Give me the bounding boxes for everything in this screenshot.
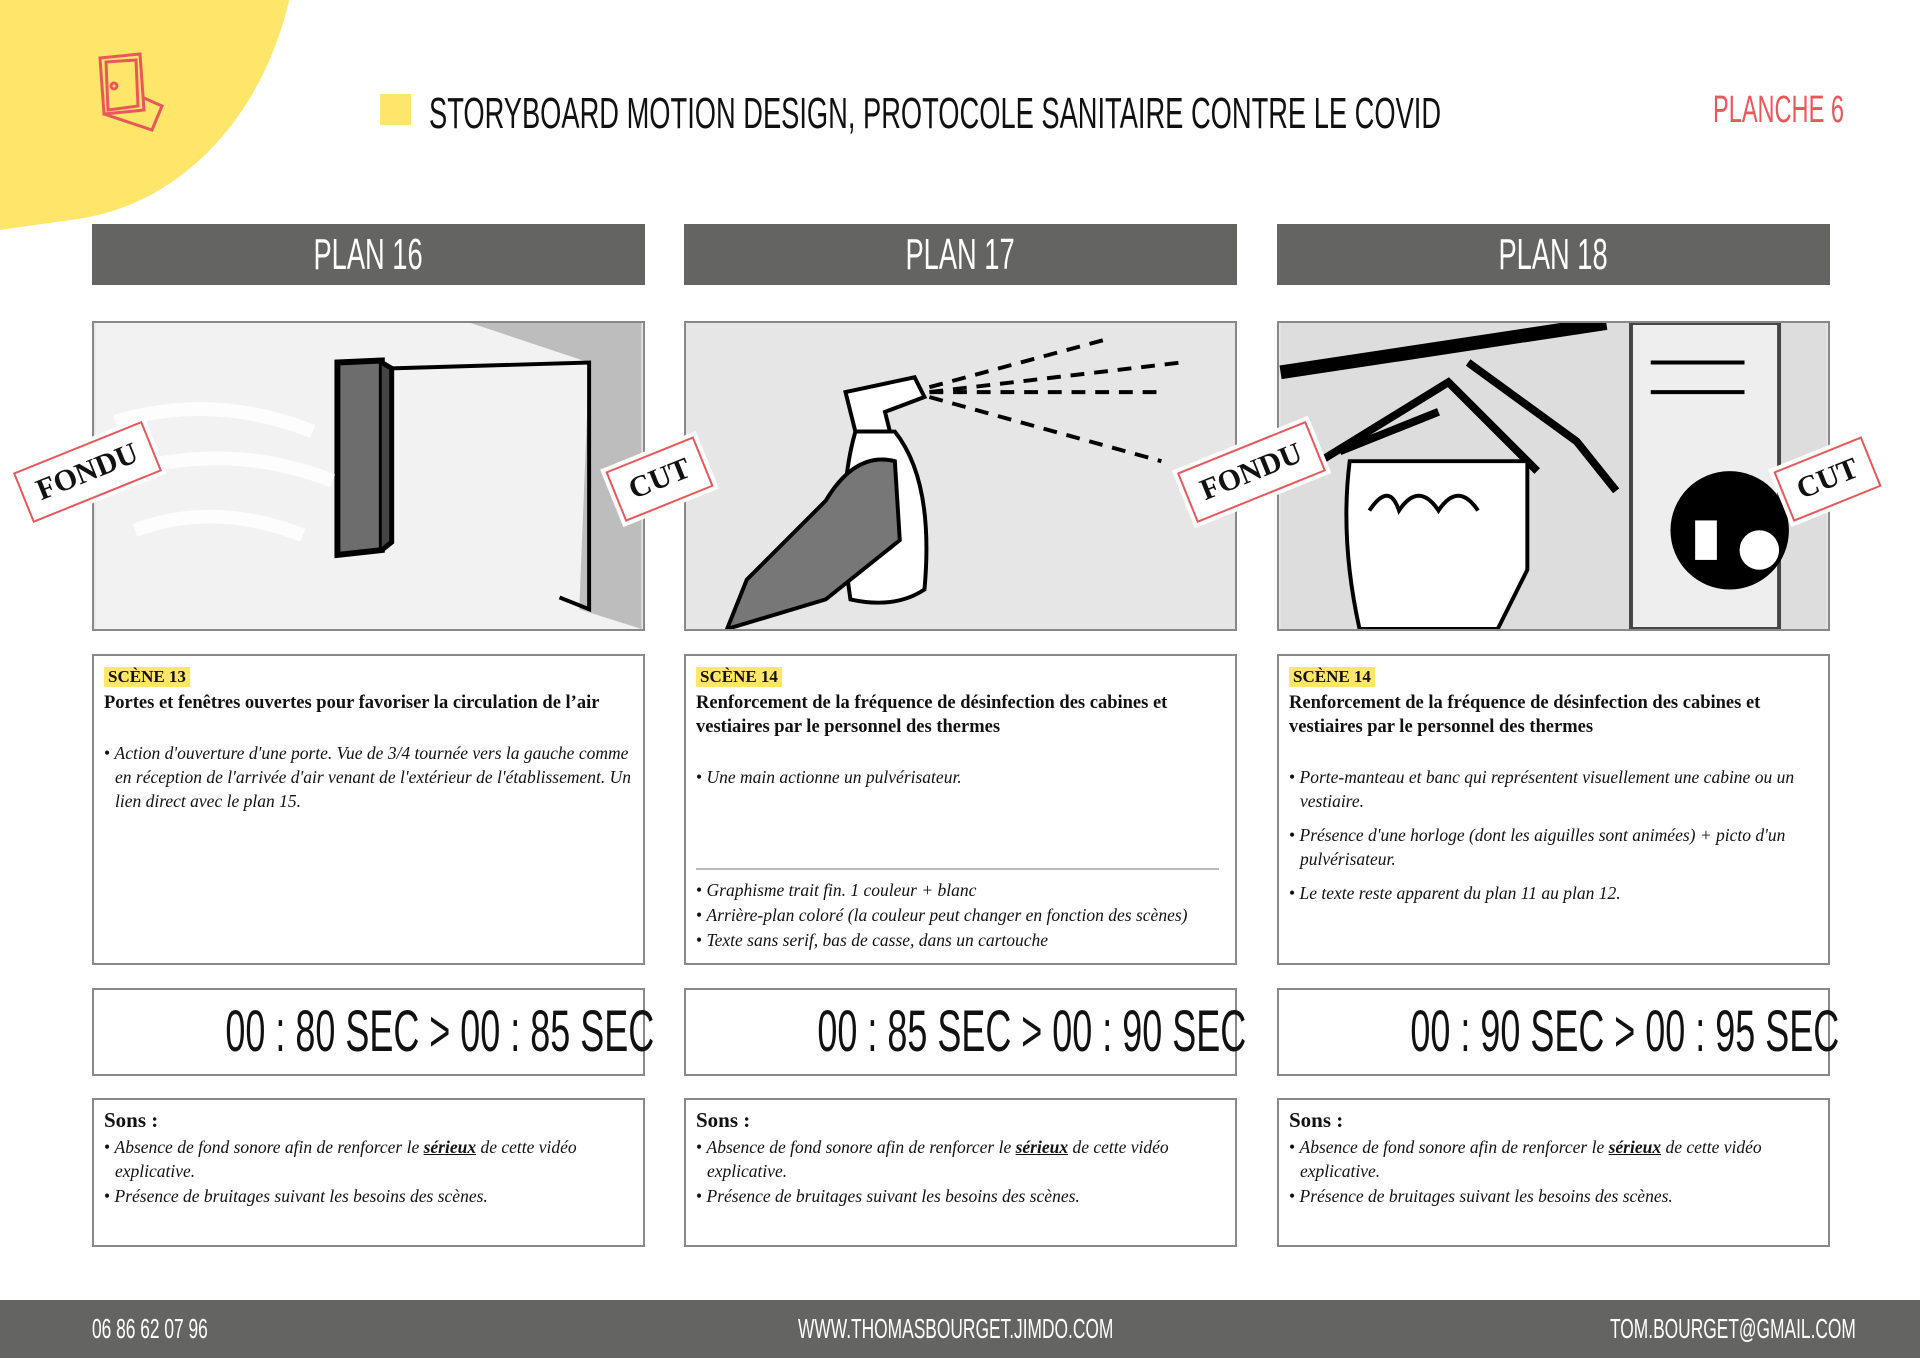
scene-title: Portes et fenêtres ouvertes pour favoriser la circulation de l’air	[104, 693, 600, 713]
sound-notes	[684, 1098, 1237, 1247]
plan-header: PLAN 17	[684, 224, 1237, 285]
scene-description	[1277, 654, 1830, 965]
plan-header: PLAN 16	[92, 224, 645, 285]
scene-badge: SCÈNE 14	[696, 667, 782, 687]
bullet: • Porte-manteau et banc qui représentent visuellement une cabine ou un vestiaire.	[1289, 765, 1818, 813]
sound-bullet: • Présence de bruitages suivant les besoins des scènes.	[1289, 1184, 1818, 1208]
timecode: 00 : 85 SEC > 00 : 90 SEC	[684, 988, 1237, 1076]
scene-title: Renforcement de la fréquence de désinfection des cabines et vestiaires par le personnel des thermes	[696, 693, 1168, 737]
title-marker	[380, 94, 411, 125]
bullet: • Présence d'une horloge (dont les aiguilles sont animées) + picto d'un pulvérisateur.	[1289, 823, 1818, 871]
transition-tag-fondu: FONDU	[1177, 421, 1326, 523]
scene-title: Renforcement de la fréquence de désinfection des cabines et vestiaires par le personnel des thermes	[1289, 693, 1761, 737]
spray-illustration	[686, 323, 1235, 629]
style-note: • Arrière-plan coloré (la couleur peut changer en fonction des scènes)	[696, 903, 1187, 927]
bullet: • Le texte reste apparent du plan 11 au plan 12.	[1289, 881, 1818, 905]
timecode: 00 : 80 SEC > 00 : 85 SEC	[92, 988, 645, 1076]
sound-bullet: • Absence de fond sonore afin de renforcer le sérieux de cette vidéo explicative.	[1289, 1135, 1818, 1183]
scene-description	[684, 654, 1237, 965]
footer: 06 86 62 07 96 WWW.THOMASBOURGET.JIMDO.COM TOM.BOURGET@GMAIL.COM	[0, 1300, 1920, 1358]
door-illustration	[94, 323, 643, 629]
style-note: • Texte sans serif, bas de casse, dans un cartouche	[696, 928, 1187, 952]
transition-tag-fondu: FONDU	[13, 421, 162, 523]
sound-notes	[92, 1098, 645, 1247]
divider	[696, 868, 1219, 870]
storyboard-frame	[92, 321, 645, 631]
scene-badge: SCÈNE 14	[1289, 667, 1375, 687]
page-number: PLANCHE 6	[1713, 89, 1844, 131]
sound-notes	[1277, 1098, 1830, 1247]
scene-description	[92, 654, 645, 965]
sons-label: Sons :	[696, 1108, 751, 1132]
storyboard-frame	[1277, 321, 1830, 631]
sons-label: Sons :	[104, 1108, 159, 1132]
decorative-blob	[0, 0, 341, 235]
plan-16	[92, 224, 655, 1206]
door-logo-icon	[92, 50, 164, 140]
scene-badge: SCÈNE 13	[104, 667, 190, 687]
sound-bullet: • Absence de fond sonore afin de renforcer le sérieux de cette vidéo explicative.	[696, 1135, 1225, 1183]
sound-bullet: • Présence de bruitages suivant les besoins des scènes.	[696, 1184, 1225, 1208]
sound-bullet: • Absence de fond sonore afin de renforcer le sérieux de cette vidéo explicative.	[104, 1135, 633, 1183]
style-note: • Graphisme trait fin. 1 couleur + blanc	[696, 878, 1187, 902]
sound-bullet: • Présence de bruitages suivant les besoins des scènes.	[104, 1184, 633, 1208]
sons-label: Sons :	[1289, 1108, 1344, 1132]
bullet: • Une main actionne un pulvérisateur.	[696, 765, 1225, 789]
plan-header: PLAN 18	[1277, 224, 1830, 285]
cloakroom-illustration	[1279, 323, 1828, 629]
transition-tag-cut: CUT	[605, 436, 714, 522]
timecode: 00 : 90 SEC > 00 : 95 SEC	[1277, 988, 1830, 1076]
page-title: STORYBOARD MOTION DESIGN, PROTOCOLE SANITAIRE CONTRE LE COVID	[429, 89, 1442, 138]
storyboard-frame	[684, 321, 1237, 631]
plan-17	[684, 224, 1247, 1206]
transition-tag-cut: CUT	[1773, 436, 1882, 522]
bullet: • Action d'ouverture d'une porte. Vue de 3/4 tournée vers la gauche comme en réception de l'arrivée d'air venant de l'extérieur de l'établissement. Un lien direct avec le plan 15.	[104, 741, 633, 813]
